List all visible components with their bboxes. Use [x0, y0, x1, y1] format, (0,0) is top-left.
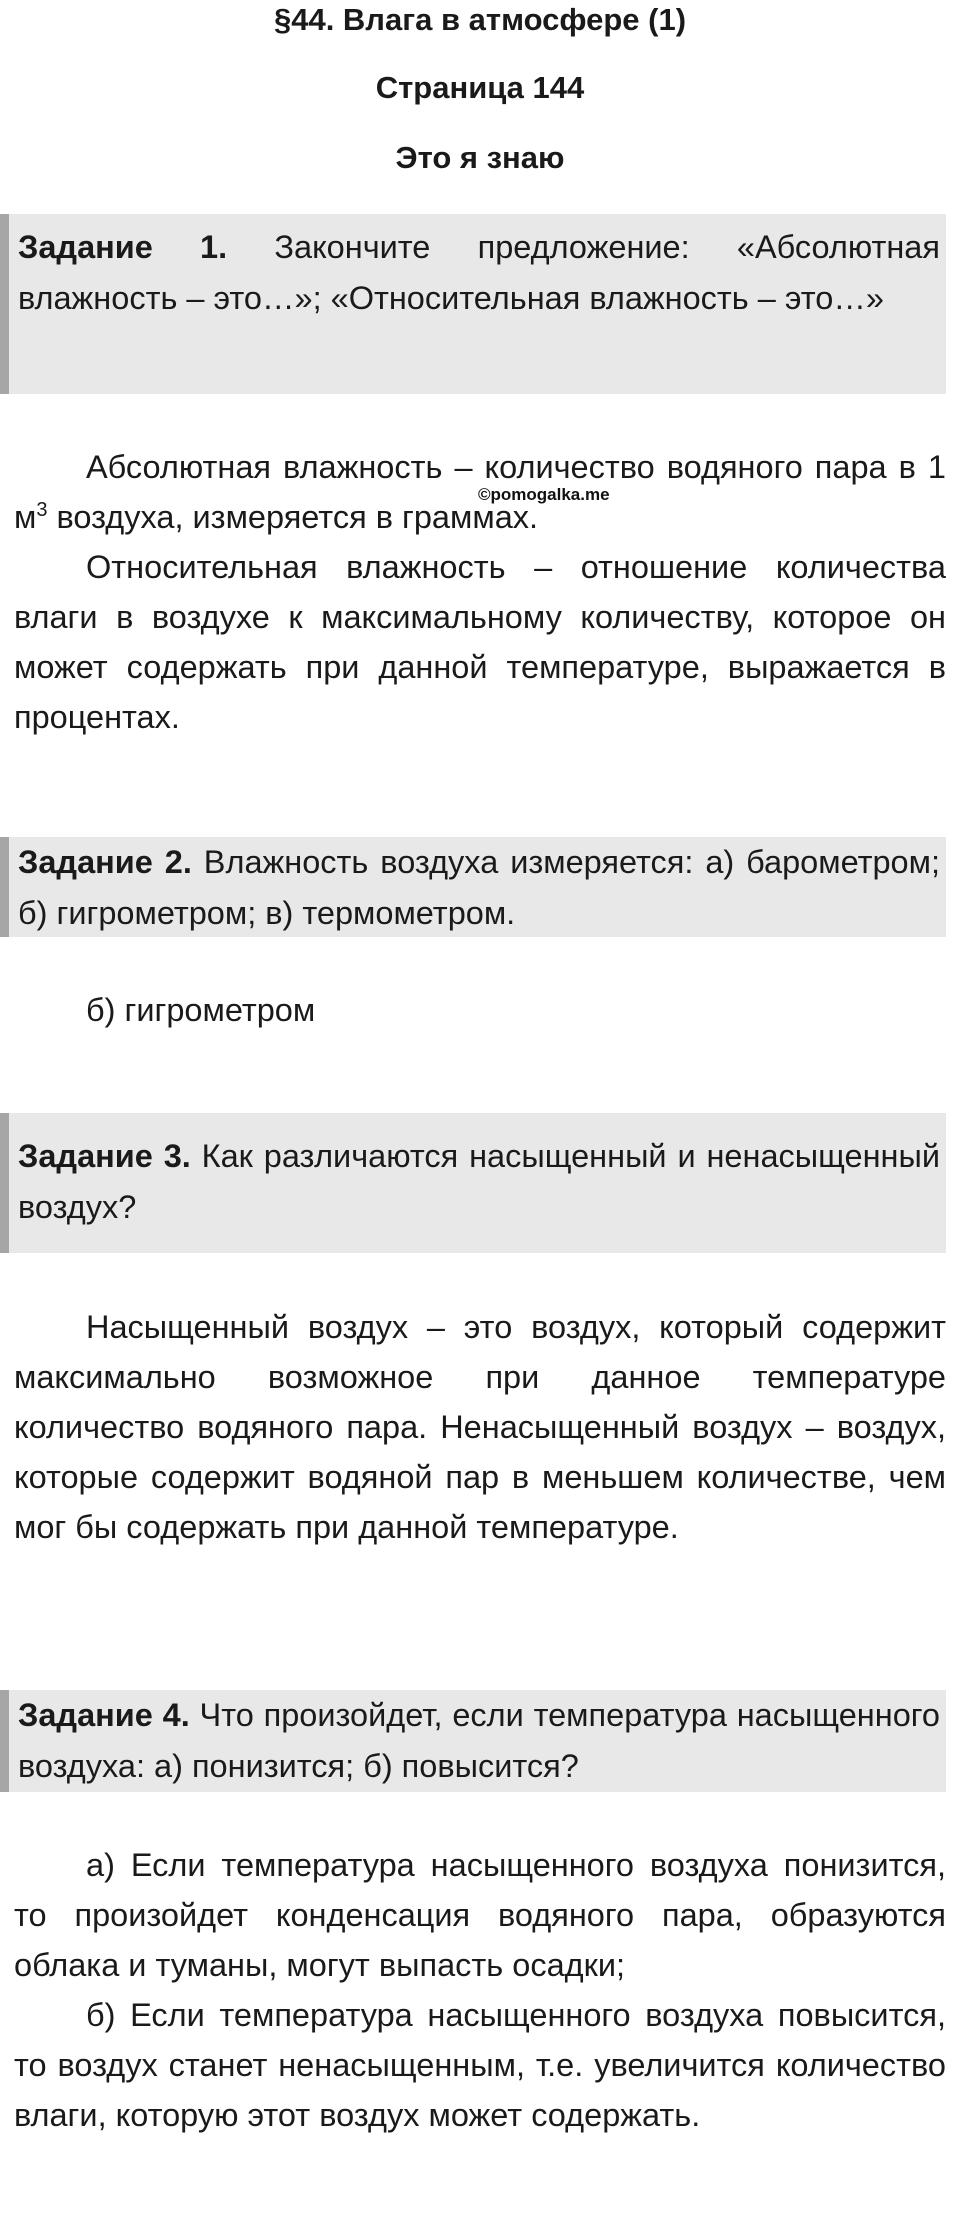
task-2-answer-paragraph-1: б) гигрометром: [86, 992, 316, 1028]
task-3-answer: [0, 1302, 960, 1552]
task-1-box: [0, 214, 946, 394]
task-2-label: Задание 2.: [18, 844, 192, 880]
task-3-label: Задание 3.: [18, 1138, 191, 1174]
task-4-answer-paragraph-1: а) Если температура насыщенного воздуха понизится, то произойдет конденсация водяного пара, образуются облака и туманы, могут выпасть осадки;: [14, 1847, 946, 1983]
task-4-box: [0, 1690, 946, 1792]
task-2-question: Влажность воздуха измеряется: а) барометром; б) гигрометром; в) термометром.: [18, 844, 940, 931]
task-4-answer-paragraph-2: б) Если температура насыщенного воздуха повысится, то воздух станет ненасыщенным, т.е. увеличится количество влаги, которую этот воздух может содержать.: [14, 1997, 946, 2133]
task-3-answer-paragraph-1: Насыщенный воздух – это воздух, который содержит максимально возможное при данное температуре количество водяного пара. Ненасыщенный воздух – воздух, которые содержит водяной пар в меньшем количестве, чем мог бы содержать при данной температуре.: [14, 1309, 946, 1545]
task-4-label: Задание 4.: [18, 1697, 190, 1733]
watermark: ©pomogalka.me: [478, 485, 610, 504]
task-4-answer: [0, 1840, 960, 2140]
task-1-answer-paragraph-2: Относительная влажность – отношение количества влаги в воздухе к максимальному количеству, которое он может содержать при данной температуре, выражается в процентах.: [14, 549, 946, 735]
page-number-label: Страница 144: [375, 70, 585, 105]
task-1-question: Закончите предложение: «Абсолютная влажность – это…»; «Относительная влажность – это…»: [18, 229, 940, 316]
superscript-three: 3: [36, 499, 48, 522]
task-1-answer-paragraph-1: Абсолютная влажность – количество водяного пара в 1 $м^3$ воздуха, измеряется в граммах.: [14, 449, 946, 535]
section-heading: Это я знаю: [395, 140, 565, 175]
task-3-question: Как различаются насыщенный и ненасыщенный воздух?: [18, 1138, 940, 1225]
task-3-box: [0, 1113, 946, 1253]
task-4-question: Что произойдет, если температура насыщенного воздуха: а) понизится; б) повысится?: [18, 1697, 940, 1784]
task-2-box: [0, 837, 946, 937]
task-2-answer: [0, 985, 960, 1035]
paragraph-title: §44. Влага в атмосфере (1): [273, 2, 687, 37]
task-1-label: Задание 1.: [18, 229, 228, 265]
